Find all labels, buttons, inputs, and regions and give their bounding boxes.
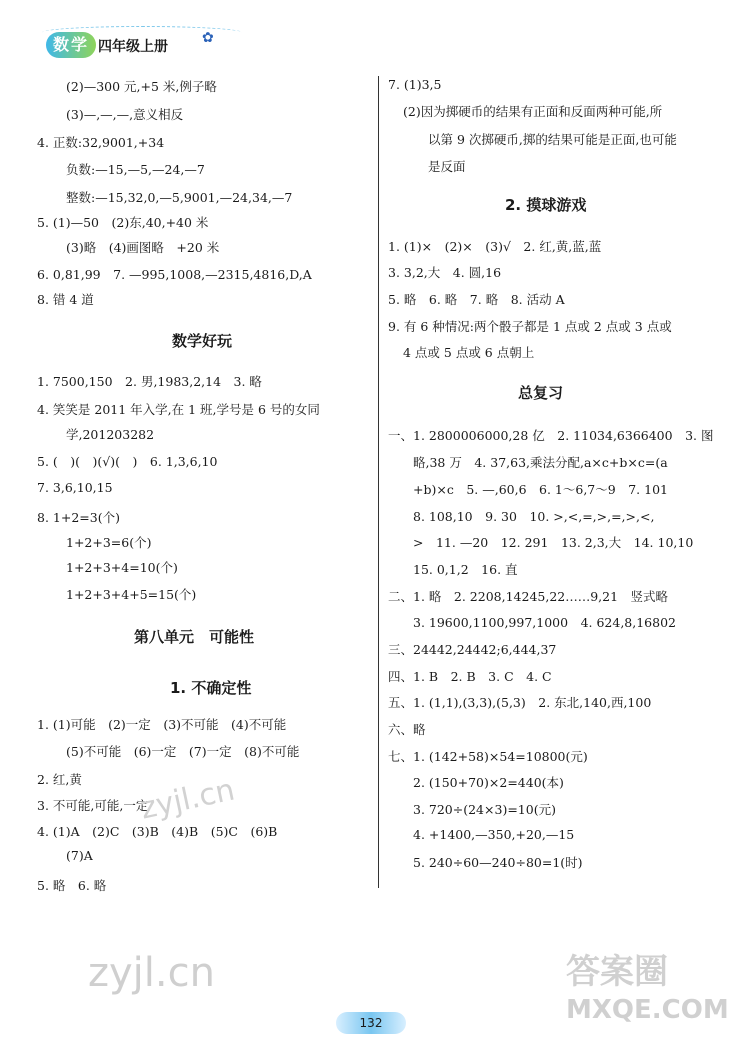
answer-line: 6. 0,81,99 7. —995,1008,—2315,4816,D,A [37,267,312,282]
section-heading: 2. 摸球游戏 [505,196,587,214]
book-title: 四年级上册 [98,39,168,55]
answer-line: 整数:—15,32,0,—5,9001,—24,34,—7 [66,190,293,205]
answer-line: 8. 错 4 道 [37,292,94,307]
answer-line: 1. 7500,150 2. 男,1983,2,14 3. 略 [37,374,262,389]
answer-line: 负数:—15,—5,—24,—7 [66,162,205,177]
bee-icon: ✿ [202,30,214,46]
answer-line: 3. 不可能,可能,一定 [37,798,149,813]
answer-line: 1+2+3+4=10(个) [66,560,178,575]
answer-line: 5. ( )( )(√)( ) 6. 1,3,6,10 [37,454,218,469]
answer-line: 2. (150+70)×2=440(本) [413,775,564,790]
answer-line: 5. (1)—50 (2)东,40,+40 米 [37,215,209,230]
answer-line: 4 点或 5 点或 6 点朝上 [403,345,535,360]
answer-line: 5. 略 6. 略 [37,878,107,893]
watermark: zyjl.cn [88,950,215,996]
watermark: zyjl.cn [137,772,238,827]
answer-line: 四、1. B 2. B 3. C 4. C [388,669,552,684]
answer-line: 六、略 [388,722,426,737]
answer-line: (5)不可能 (6)一定 (7)一定 (8)不可能 [66,744,300,759]
answer-line: (7)A [66,848,93,863]
answer-line: 1. (1)可能 (2)一定 (3)不可能 (4)不可能 [37,717,287,732]
section-heading: 数学好玩 [172,332,233,350]
answer-line: 8. 1+2=3(个) [37,510,120,525]
answer-line: 三、24442,24442;6,444,37 [388,642,557,657]
subject-badge: 数学 [46,32,96,58]
answer-line: 15. 0,1,2 16. 直 [413,562,518,577]
answer-line: 略,38 万 4. 37,63,乘法分配,a×c+b×c=(a [413,455,668,470]
answer-line: 1+2+3=6(个) [66,535,152,550]
answer-line: 七、1. (142+58)×54=10800(元) [388,749,588,764]
answer-line: 一、1. 2800006000,28 亿 2. 11034,6366400 3. 图 [388,428,714,443]
answer-line: 五、1. (1,1),(3,3),(5,3) 2. 东北,140,西,100 [388,695,652,710]
answer-line: 4. (1)A (2)C (3)B (4)B (5)C (6)B [37,824,278,839]
watermark: 答案圈 [566,952,668,992]
answer-line: +b)×c 5. —,60,6 6. 1～6,7～9 7. 101 [413,482,668,497]
answer-line: 5. 略 6. 略 7. 略 8. 活动 A [388,292,565,307]
answer-line: (2)因为掷硬币的结果有正面和反面两种可能,所 [403,104,663,119]
answer-line: 3. 3,2,大 4. 圆,16 [388,265,502,280]
section-heading: 1. 不确定性 [170,679,252,697]
answer-line: (3)—,—,—,意义相反 [66,107,184,122]
watermark: MXQE.COM [566,995,729,1025]
answer-line: (3)略 (4)画图略 +20 米 [66,240,220,255]
answer-line: 8. 108,10 9. 30 10. >,<,=,>,=,>,<, [413,509,655,524]
section-heading: 总复习 [518,384,564,402]
answer-line: 二、1. 略 2. 2208,14245,22……9,21 竖式略 [388,589,669,604]
answer-line: 5. 240÷60—240÷80=1(时) [413,855,583,870]
answer-line: 学,201203282 [66,427,155,442]
answer-line: 4. 正数:32,9001,+34 [37,135,165,150]
book-header [44,26,244,60]
answer-line: 9. 有 6 种情况:两个骰子都是 1 点或 2 点或 3 点或 [388,319,672,334]
answer-line: 2. 红,黄 [37,772,82,787]
answer-line: 1+2+3+4+5=15(个) [66,587,197,602]
answer-line: 以第 9 次掷硬币,掷的结果可能是正面,也可能 [428,132,677,147]
answer-line: > 11. —20 12. 291 13. 2,3,大 14. 10,10 [413,535,694,550]
page-number: 132 [336,1012,406,1034]
unit-heading: 第八单元 可能性 [134,628,255,646]
answer-line: 3. 19600,1100,997,1000 4. 624,8,16802 [413,615,676,630]
answer-line: 3. 720÷(24×3)=10(元) [413,802,556,817]
column-divider [378,76,379,888]
answer-line: 7. (1)3,5 [388,77,442,92]
answer-line: 1. (1)× (2)× (3)√ 2. 红,黄,蓝,蓝 [388,239,602,254]
answer-line: 4. 笑笑是 2011 年入学,在 1 班,学号是 6 号的女同 [37,402,320,417]
answer-line: 是反面 [428,159,466,174]
answer-line: 7. 3,6,10,15 [37,480,113,495]
answer-line: (2)—300 元,+5 米,例子略 [66,79,217,94]
answer-line: 4. +1400,—350,+20,—15 [413,827,575,842]
